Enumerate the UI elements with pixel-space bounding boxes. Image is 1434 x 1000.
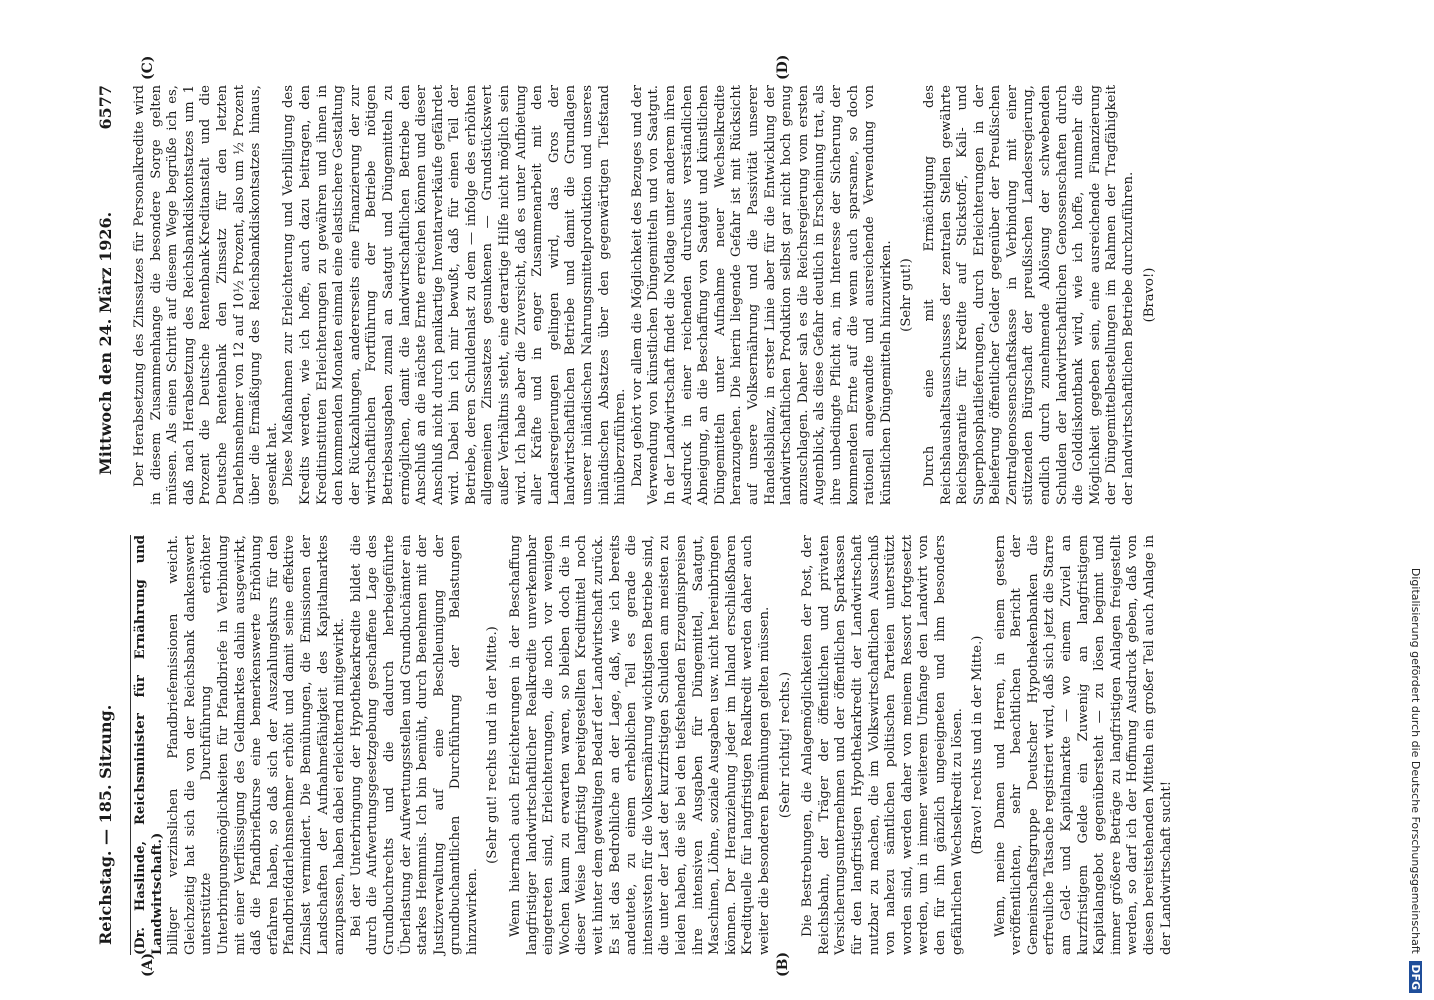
applause-note: (Bravo! rechts und in der Mitte.) [970, 635, 986, 855]
watermark-text: Digitalisierung gefördert durch die Deutsche Forschungsgemeinschaft [1409, 567, 1422, 954]
applause-note: (Sehr richtig! rechts.) [777, 671, 793, 819]
header-date: Mittwoch den 24. März 1926. [96, 211, 115, 475]
speaker-line: (Dr. Haslinde, Reichsminister für Ernährung und Landwirtschaft.) [133, 535, 165, 955]
margin-letter-c: (C) [140, 55, 156, 80]
paragraph: Dazu gehört vor allem die Möglichkeit des Bezuges und der Verwendung von künstlichen Düngemitteln und von Saatgut. In der Landwirtschaft findet die Notlage unter anderem ihren Ausdruck in einer reichenden durchaus verständlichen Abneigung, an die Beschaffung von Saatgut und künstlichen Düngemitteln unter Aufnahme neuer Wechselkredite heranzugehen. Die hierin liegende Gefahr ist mit Rücksicht auf unsere Volksernährung und die Passivität unserer Handelsbilanz, in erster Linie aber für die Entwicklung der landwirtschaftlichen Produktion selbst gar nicht hoch genug anzuschlagen. Daher sah es die Reichsregierung vom ersten Augenblick, als diese Gefahr deutlich in Erscheinung trat, als ihre unbedingte Pflicht an, im Interesse der Sicherung der kommenden Ernte auf die wenn auch sparsame, so doch rationell angewandte und ausreichende Verwendung von künstlichen Düngemitteln hinzuwirken. [629, 85, 894, 505]
margin-letter-d: (D) [775, 54, 791, 80]
paragraph: Diese Maßnahmen zur Erleichterung und Verbilligung des Kredits werden, wie ich hoffe, auch dazu beitragen, den Kreditinstituten Erleichterungen zu gewähren und ihnen in den kommenden Monaten einmal eine elastischere Gestaltung der Rückzahlungen, andererseits eine Finanzierung der zur wirtschaftlichen Fortführung der Betriebe nötigen Betriebsausgaben zumal an Saatgut und Düngemitteln zu ermöglichen, damit die landwirtschaftlichen Betriebe den Anschluß an die nächste Ernte erreichen können und dieser Anschluß nicht durch panikartige Inventarverkäufe gefährdet wird. Dabei bin ich mir bewußt, daß für einen Teil der Betriebe, deren Schuldenlast zu dem — infolge des erhöhten allgemeinen Zinssatzes gesunkenen — Grundstückswert außer Verhältnis steht, eine derartige Hilfe nicht möglich sein wird. Ich habe aber die Zuversicht, daß es unter Aufbietung aller Kräfte und in enger Zusammenarbeit mit den Landesregierungen gelingen wird, das Gros der landwirtschaftlichen Betriebe und damit die Grundlagen unserer inländischen Nahrungsmittelproduktion und unseres inländischen Absatzes über den gegenwärtigen Tiefstand hinüberzuführen. [281, 85, 629, 505]
margin-letter-a: (A) [140, 952, 156, 977]
applause-note: (Sehr gut!) [899, 258, 915, 332]
margin-letter-b: (B) [775, 951, 791, 977]
applause-note: (Sehr gut! rechts und in der Mitte.) [485, 626, 501, 864]
dfg-logo: DFG [1409, 961, 1422, 993]
paragraph: Wenn, meine Damen und Herren, in einem gestern veröffentlichten, sehr beachtlichen Bericht der Gemeinschaftsgruppe Deutscher Hypothekenbanken die erfreuliche Tatsache registriert wird, daß sich jetzt die Starre am Geld- und Kapitalmarkte — wo einem Zuviel an kurzfristigem Gelde ein Zuwenig an langfristigem Kapitalangebot gegenübersteht — zu lösen beginnt und immer größere Beträge zu langfristigen Anlagen freigestellt werden, so darf ich der Hoffnung Ausdruck geben, daß von diesen bereitstehenden Mitteln ein großer Teil auch Anlage in der Landwirtschaft sucht! [992, 535, 1174, 955]
page-header [90, 85, 124, 945]
header-left: Reichstag. — 185. Sitzung. [96, 704, 115, 945]
rotated-page [70, 45, 1380, 985]
paragraph: billiger verzinslichen Pfandbriefemissionen weicht. Gleichzeitig hat sich die von der Reichsbank dankenswert unterstützte Durchführung erhöhter Unterbringungsmöglichkeiten für Pfandbriefe in Verbindung mit einer Verflüssigung des Geldmarktes dahin ausgewirkt, daß die Pfandbriefkurse eine bemerkenswerte Erhöhung erfahren haben, so daß sich der Auszahlungskurs für den Pfandbriefdarlehnsnehmer erhöht und damit seine effektive Zinslast vermindert. Die Bemühungen, die Emissionen der Landschaften der Aufnahmefähigkeit des Kapitalmarktes anzupassen, haben dabei erleichternd mitgewirkt. [166, 535, 348, 955]
paragraph: Bei der Unterbringung der Hypothekarkredite bildet die durch die Aufwertungsgesetzgebung geschaffene Lage des Grundbuchrechts und die dadurch herbeigeführte Überlastung der Aufwertungsstellen und Grundbuchämter ein starkes Hemmnis. Ich bin bemüht, durch Benehmen mit der Justizverwaltung auf eine Beschleunigung der grundbuchamtlichen Durchführung der Belastungen hinzuwirken. [348, 535, 480, 955]
paragraph: Der Herabsetzung des Zinssatzes für Personalkredite wird in diesem Zusammenhange die besondere Sorge gelten müssen. Als einen Schritt auf diesem Wege begrüße ich es, daß nach Herabsetzung des Reichsbankdiskontsatzes um 1 Prozent die Deutsche Rentenbank-Kreditanstalt und die Deutsche Rentenbank den Zinssatz für den letzten Darlehnsnehmer von 12 auf 10½ Prozent, also um ½ Prozent über die Ermäßigung des Reichsbankdiskontsatzes hinaus, gesenkt hat. [132, 85, 280, 505]
dfg-watermark [1404, 8, 1426, 993]
paragraph: Die Bestrebungen, die Anlagemöglichkeiten der Post, der Reichsbahn, der Träger der öffentlichen und privaten Versicherungsunternehmen und der öffentlichen Sparkassen für den langfristigen Hypothekarkredit der Landwirtschaft nutzbar zu machen, die im Volkswirtschaftlichen Ausschuß von nahezu sämtlichen politischen Parteien unterstützt worden sind, werden daher von meinem Ressort fortgesetzt werden, um in immer weiterem Umfange den Landwirt von den für ihn gänzlich ungeeigneten und ihm besonders gefährlichen Wechselkredit zu lösen. [800, 535, 965, 955]
right-column [130, 85, 1164, 505]
left-column [130, 535, 1175, 955]
paragraph: Wenn hiernach auch Erleichterungen in der Beschaffung langfristiger landwirtschaftlicher Realkredite unverkennbar eingetreten sind, Erleichterungen, die noch vor wenigen Wochen kaum zu erwarten waren, so bleiben doch die in dieser Weise langfristig bereitgestellten Kreditmittel noch weit hinter dem gewaltigen Bedarf der Landwirtschaft zurück. Es ist das Bedrohliche an der Lage, daß, wie ich bereits andeutete, zu einem erheblichen Teil es gerade die intensivsten für die Volksernährung wichtigsten Betriebe sind, die unter der Last der kurzfristigen Schulden am meisten zu leiden haben, die sie bei den tiefstehenden Erzeugnispreisen ihre intensiven Ausgaben für Düngemittel, Saatgut, Maschinen, Löhne, soziale Ausgaben usw. nicht hereinbringen können. Der Heranziehung jeder im Inland erschließbaren Kreditquelle für langfristigen Realkredit werden daher auch weiter die besonderen Bemühungen gelten müssen. [508, 535, 772, 955]
applause-note: (Bravo!) [1141, 267, 1157, 323]
page-number: 6577 [96, 85, 115, 130]
paragraph: Durch eine mit Ermächtigung des Reichshaushaltsausschusses der zentralen Stellen gewährte Reichsgarantie für Kredite auf Stickstoff-, Kali- und Superphosphatlieferungen, durch Erleichterungen in der Belieferung öffentlicher Gelder gegenüber der Preußischen Zentralgenossenschaftskasse in Verbindung mit einer stützenden Bürgschaft der preußischen Landesregierung, endlich durch zunehmende Ablösung der schwebenden Schulden der landwirtschaftlichen Genossenschaften durch die Golddiskontbank wird, wie ich hoffe, nunmehr die Möglichkeit gegeben sein, eine ausreichende Finanzierung der Düngemittelbestellungen im Rahmen der Tragfähigkeit der landwirtschaftlichen Betriebe durchzuführen. [921, 85, 1137, 505]
